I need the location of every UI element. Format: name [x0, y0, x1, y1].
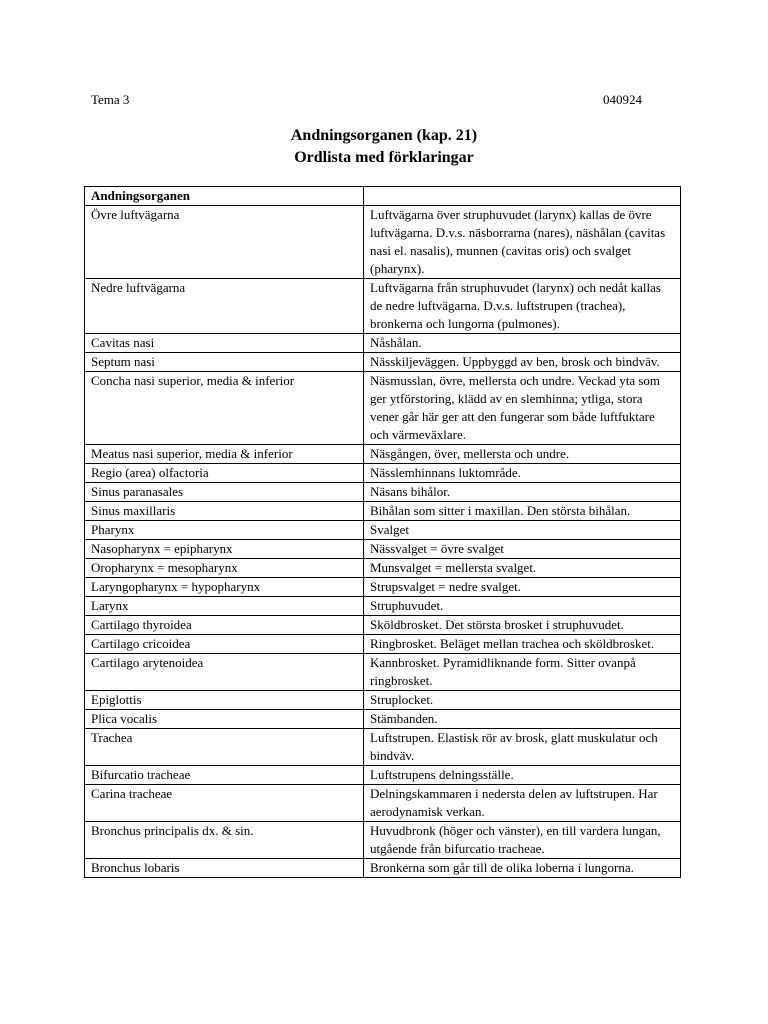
definition-cell: Kannbrosket. Pyramidliknande form. Sitter ovanpå ringbrosket.: [364, 654, 681, 691]
term-cell: Nasopharynx = epipharynx: [85, 540, 364, 559]
definition-cell: Stämbanden.: [364, 710, 681, 729]
term-cell: Pharynx: [85, 521, 364, 540]
table-heading-empty-cell: [364, 187, 681, 206]
table-row: [85, 353, 681, 372]
definition-cell: Nässlemhinnans luktområde.: [364, 464, 681, 483]
term-cell: Concha nasi superior, media & inferior: [85, 372, 364, 445]
term-cell: Trachea: [85, 729, 364, 766]
table-row: [85, 206, 681, 279]
table-row: [85, 822, 681, 859]
definition-cell: Sköldbrosket. Det största brosket i struphuvudet.: [364, 616, 681, 635]
term-cell: Cartilago arytenoidea: [85, 654, 364, 691]
term-cell: Cavitas nasi: [85, 334, 364, 353]
table-row: [85, 372, 681, 445]
definition-cell: Nässkiljeväggen. Uppbyggd av ben, brosk och bindväv.: [364, 353, 681, 372]
term-cell: Larynx: [85, 597, 364, 616]
table-row: [85, 464, 681, 483]
term-cell: Meatus nasi superior, media & inferior: [85, 445, 364, 464]
table-header-row: [85, 187, 681, 206]
definition-cell: Nåshålan.: [364, 334, 681, 353]
term-cell: Regio (area) olfactoria: [85, 464, 364, 483]
document-title: Andningsorganen (kap. 21): [290, 127, 478, 144]
term-cell: Sinus maxillaris: [85, 502, 364, 521]
table-row: [85, 521, 681, 540]
definition-cell: Huvudbronk (höger och vänster), en till vardera lungan, utgående från bifurcatio tracheae.: [364, 822, 681, 859]
term-cell: Bronchus principalis dx. & sin.: [85, 822, 364, 859]
term-cell: Epiglottis: [85, 691, 364, 710]
definition-cell: Luftstrupen. Elastisk rör av brosk, glatt muskulatur och bindväv.: [364, 729, 681, 766]
header-date: 040924: [603, 92, 642, 107]
document-subtitle: Ordlista med förklaringar: [294, 149, 474, 166]
definition-cell: Struphuvudet.: [364, 597, 681, 616]
table-row: [85, 710, 681, 729]
table-row: [85, 785, 681, 822]
definition-cell: Näsmusslan, övre, mellersta och undre. Veckad yta som ger ytförstoring, klädd av en slemhinna; ytliga, stora vener går här ger att den fungerar som både luftfuktare och värmeväxlare.: [364, 372, 681, 445]
definition-cell: Delningskammaren i nedersta delen av luftstrupen. Har aerodynamisk verkan.: [364, 785, 681, 822]
glossary-table: [84, 186, 681, 878]
term-cell: Cartilago cricoidea: [85, 635, 364, 654]
table-row: [85, 578, 681, 597]
term-cell: Sinus paranasales: [85, 483, 364, 502]
term-cell: Oropharynx = mesopharynx: [85, 559, 364, 578]
table-row: [85, 334, 681, 353]
definition-cell: Ringbrosket. Beläget mellan trachea och sköldbrosket.: [364, 635, 681, 654]
table-row: [85, 691, 681, 710]
table-heading-cell: Andningsorganen: [85, 187, 364, 206]
definition-cell: Munsvalget = mellersta svalget.: [364, 559, 681, 578]
term-cell: Övre luftvägarna: [85, 206, 364, 279]
term-cell: Bronchus lobaris: [85, 859, 364, 878]
header-topic: Tema 3: [91, 92, 130, 107]
definition-cell: Luftvägarna över struphuvudet (larynx) kallas de övre luftvägarna. D.v.s. näsborrarna (nares), näshålan (cavitas nasi el. nasalis), munnen (cavitas oris) och svalget (pharynx).: [364, 206, 681, 279]
definition-cell: Strupsvalget = nedre svalget.: [364, 578, 681, 597]
definition-cell: Bronkerna som går till de olika loberna i lungorna.: [364, 859, 681, 878]
table-row: [85, 616, 681, 635]
definition-cell: Nässvalget = övre svalget: [364, 540, 681, 559]
term-cell: Nedre luftvägarna: [85, 279, 364, 334]
table-row: [85, 654, 681, 691]
table-row: [85, 445, 681, 464]
table-row: [85, 859, 681, 878]
definition-cell: Näsans bihålor.: [364, 483, 681, 502]
table-row: [85, 766, 681, 785]
term-cell: Laryngopharynx = hypopharynx: [85, 578, 364, 597]
definition-cell: Struplocket.: [364, 691, 681, 710]
definition-cell: Svalget: [364, 521, 681, 540]
definition-cell: Näsgången, över, mellersta och undre.: [364, 445, 681, 464]
table-row: [85, 559, 681, 578]
table-row: [85, 597, 681, 616]
term-cell: Bifurcatio tracheae: [85, 766, 364, 785]
table-row: [85, 483, 681, 502]
term-cell: Carina tracheae: [85, 785, 364, 822]
table-row: [85, 635, 681, 654]
table-row: [85, 540, 681, 559]
term-cell: Septum nasi: [85, 353, 364, 372]
definition-cell: Luftvägarna från struphuvudet (larynx) och nedåt kallas de nedre luftvägarna. D.v.s. luftstrupen (trachea), bronkerna och lungorna (pulmones).: [364, 279, 681, 334]
table-row: [85, 729, 681, 766]
table-row: [85, 502, 681, 521]
term-cell: Cartilago thyroidea: [85, 616, 364, 635]
term-cell: Plica vocalis: [85, 710, 364, 729]
definition-cell: Luftstrupens delningsställe.: [364, 766, 681, 785]
definition-cell: Bihålan som sitter i maxillan. Den största bihålan.: [364, 502, 681, 521]
table-row: [85, 279, 681, 334]
